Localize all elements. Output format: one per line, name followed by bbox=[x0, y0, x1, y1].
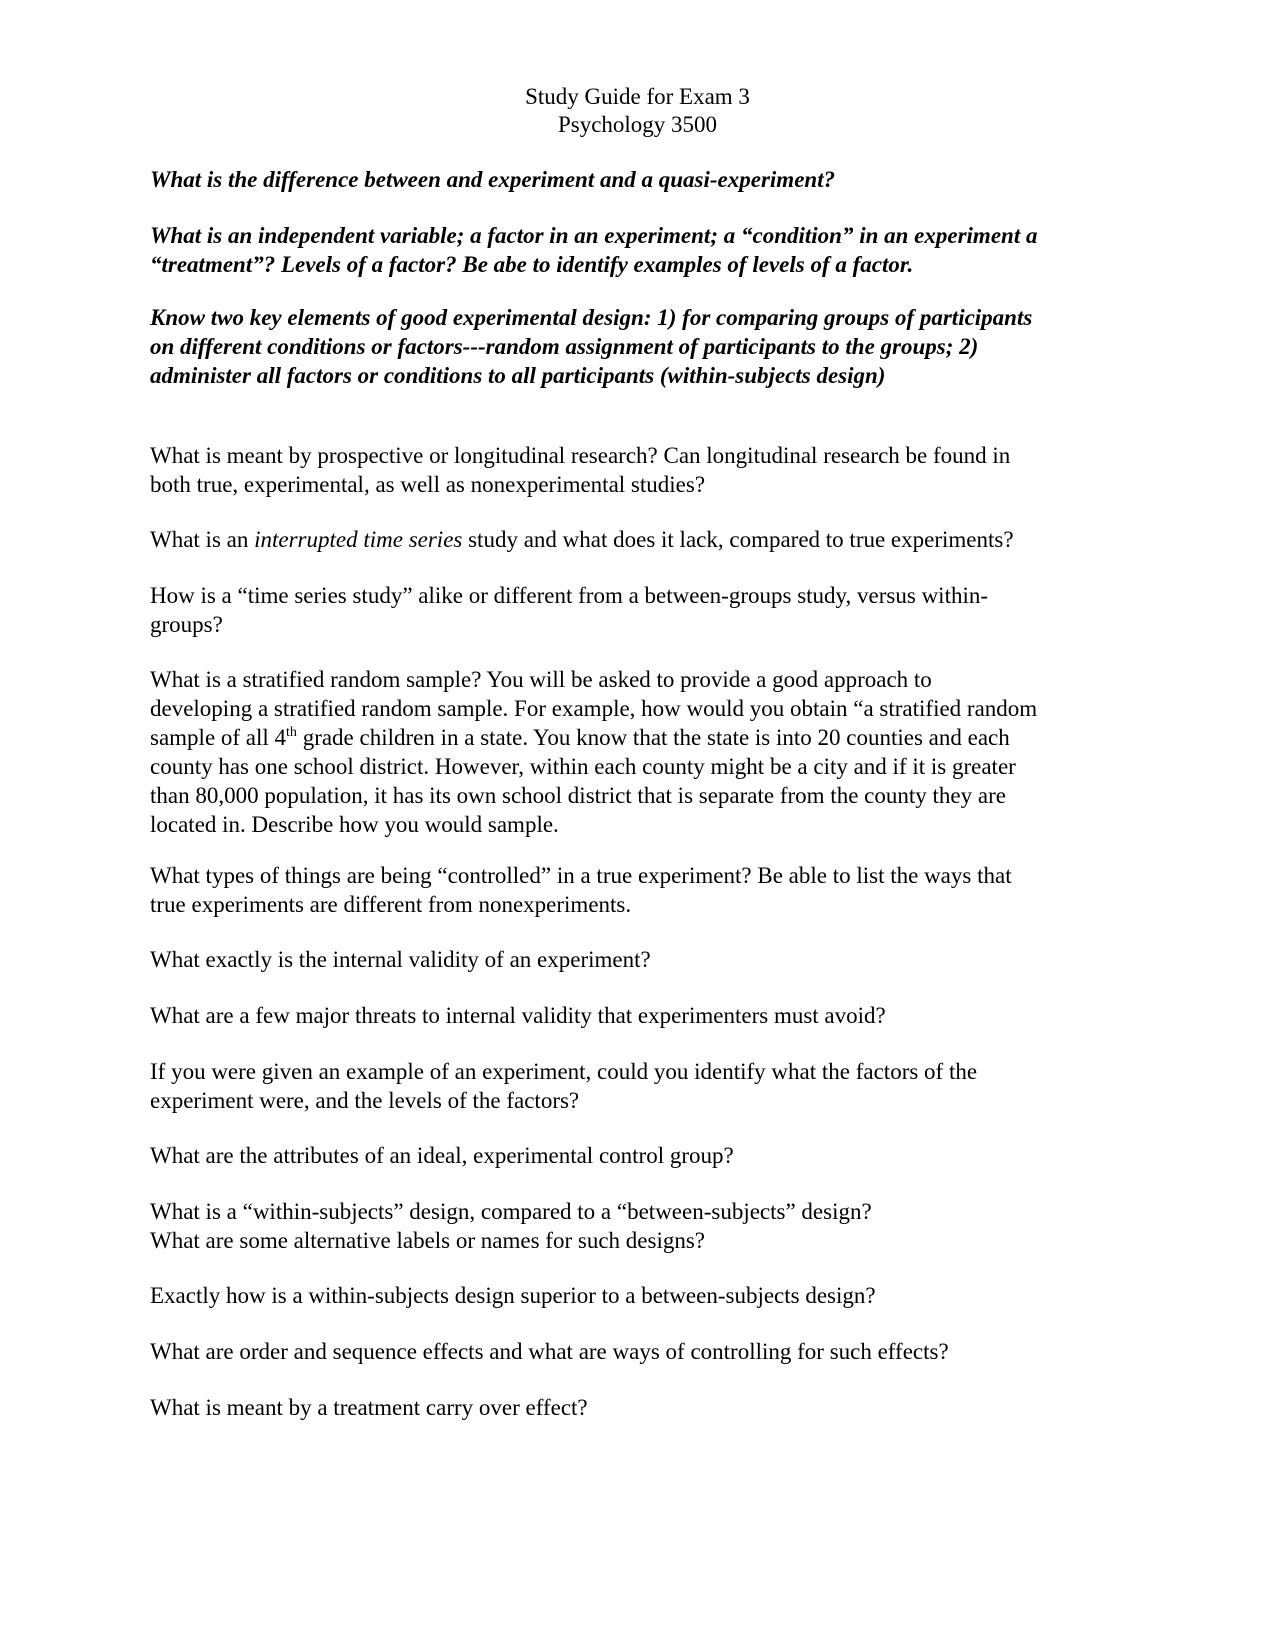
text-line: What is an independent variable; a factor in an experiment; a “condition” in an experiment a bbox=[150, 223, 1038, 248]
question-internal-validity bbox=[150, 945, 1130, 974]
question-longitudinal-research bbox=[150, 441, 1130, 499]
key-question-independent-variable bbox=[150, 221, 1130, 279]
document-title: Study Guide for Exam 3 bbox=[525, 84, 750, 109]
question-time-series-study bbox=[150, 581, 1130, 639]
text-line: If you were given an example of an experiment, could you identify what the factors of the bbox=[150, 1059, 978, 1084]
text-line bbox=[150, 723, 1130, 752]
text-line: administer all factors or conditions to all participants (within-subjects design) bbox=[150, 363, 886, 388]
text-line: What are a few major threats to internal validity that experimenters must avoid? bbox=[150, 1003, 886, 1028]
text-line: What are some alternative labels or names for such designs? bbox=[150, 1228, 705, 1253]
question-identify-factors bbox=[150, 1057, 1130, 1115]
text-line: How is a “time series study” alike or different from a between-groups study, versus within- bbox=[150, 583, 989, 608]
key-question-experimental-design bbox=[150, 303, 1130, 390]
text-line: developing a stratified random sample. For example, how would you obtain “a stratified random bbox=[150, 696, 1038, 721]
text-line: What are the attributes of an ideal, experimental control group? bbox=[150, 1143, 734, 1168]
text-segment: study and what does it lack, compared to true experiments? bbox=[462, 527, 1014, 552]
ordinal-suffix: th bbox=[286, 725, 297, 740]
italic-term: interrupted time series bbox=[254, 527, 463, 552]
text-line: on different conditions or factors---random assignment of participants to the groups; 2) bbox=[150, 334, 979, 359]
text-line: located in. Describe how you would sample. bbox=[150, 812, 559, 837]
text-line bbox=[150, 525, 1130, 554]
text-line: What is meant by a treatment carry over effect? bbox=[150, 1395, 588, 1420]
question-control-group bbox=[150, 1141, 1130, 1170]
question-threats-internal-validity bbox=[150, 1001, 1130, 1030]
text-line: What is the difference between and experiment and a quasi-experiment? bbox=[150, 167, 836, 192]
text-line: Exactly how is a within-subjects design superior to a between-subjects design? bbox=[150, 1283, 876, 1308]
text-line: county has one school district. However, within each county might be a city and if it is greater bbox=[150, 754, 1016, 779]
text-line: What are order and sequence effects and what are ways of controlling for such effects? bbox=[150, 1339, 949, 1364]
text-line: both true, experimental, as well as nonexperimental studies? bbox=[150, 472, 706, 497]
text-line: groups? bbox=[150, 612, 223, 637]
text-line: experiment were, and the levels of the factors? bbox=[150, 1088, 580, 1113]
text-segment: grade children in a state. You know that the state is into 20 counties and each bbox=[296, 725, 1010, 750]
text-segment: sample of all 4 bbox=[150, 725, 287, 750]
key-question-quasi-experiment bbox=[150, 165, 1130, 194]
course-name: Psychology 3500 bbox=[557, 112, 718, 137]
question-carry-over-effect bbox=[150, 1393, 1130, 1422]
text-line: What is a stratified random sample? You will be asked to provide a good approach to bbox=[150, 667, 932, 692]
question-controlled-true-experiment bbox=[150, 861, 1130, 919]
text-line: What is meant by prospective or longitudinal research? Can longitudinal research be found in bbox=[150, 443, 1011, 468]
text-line: What exactly is the internal validity of an experiment? bbox=[150, 947, 651, 972]
text-line: Know two key elements of good experimental design: 1) for comparing groups of participants bbox=[150, 305, 1033, 330]
text-line: true experiments are different from nonexperiments. bbox=[150, 892, 632, 917]
text-line: “treatment”? Levels of a factor? Be abe to identify examples of levels of a factor. bbox=[150, 252, 914, 277]
text-line: What is a “within-subjects” design, compared to a “between-subjects” design? bbox=[150, 1199, 872, 1224]
question-order-sequence-effects bbox=[150, 1337, 1130, 1366]
question-within-vs-between bbox=[150, 1197, 1130, 1255]
question-stratified-random-sample bbox=[150, 665, 1130, 839]
text-line: What types of things are being “controlled” in a true experiment? Be able to list the ways that bbox=[150, 863, 1012, 888]
question-within-subjects-superior bbox=[150, 1281, 1130, 1310]
text-segment: What is an bbox=[150, 527, 255, 552]
text-line: than 80,000 population, it has its own school district that is separate from the county they are bbox=[150, 783, 1006, 808]
question-interrupted-time-series bbox=[150, 525, 1130, 554]
